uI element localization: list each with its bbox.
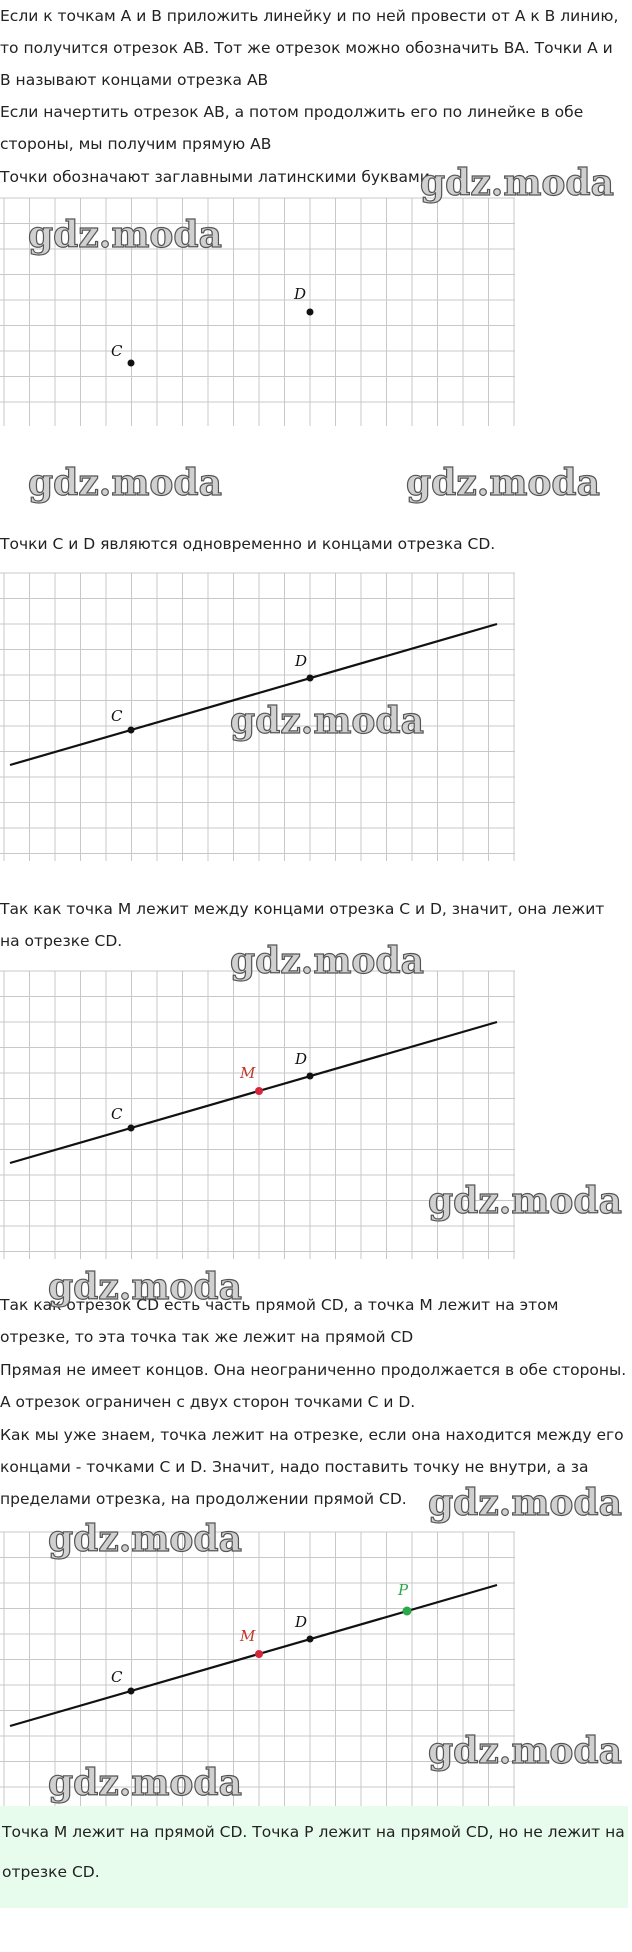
watermark: gdz.moda xyxy=(230,940,424,982)
label-d: D xyxy=(295,1050,308,1068)
watermark: gdz.moda xyxy=(428,1730,622,1772)
point-c xyxy=(128,727,135,734)
point-d xyxy=(307,675,314,682)
label-c: C xyxy=(111,342,123,360)
point-p xyxy=(403,1607,412,1616)
paragraph-line-no-ends: Прямая не имеет концов. Она неограниченно продолжается в обе стороны. А отрезок ограничен с двух сторон точками C и D. xyxy=(0,1361,627,1411)
watermark: gdz.moda xyxy=(28,462,222,504)
line-cd xyxy=(10,624,497,765)
conclusion-text: Точка M лежит на прямой CD. Точка P лежит на прямой CD, но не лежит на отрезке CD. xyxy=(2,1823,625,1881)
label-d: D xyxy=(295,652,308,670)
label-p: P xyxy=(398,1581,409,1599)
watermark: gdz.moda xyxy=(48,1518,242,1560)
point-c xyxy=(128,1688,135,1695)
label-d: D xyxy=(294,285,307,303)
paragraph-m-between: Так как точка M лежит между концами отрезка C и D, значит, она лежит на отрезке CD. xyxy=(0,900,605,950)
paragraph-points-notation: Точки обозначают заглавными латинскими буквами xyxy=(0,168,430,186)
paragraph-cd-endpoints: Точки C и D являются одновременно и концами отрезка CD. xyxy=(0,535,496,553)
label-d: D xyxy=(295,1613,308,1631)
paragraph-point-outside: Как мы уже знаем, точка лежит на отрезке, если она находится между его концами - точками C и D. Значит, надо поставить точку не внутри, а за пределами отрезка, на продолжении прямой CD. xyxy=(0,1426,624,1508)
watermark: gdz.moda xyxy=(406,462,600,504)
point-c xyxy=(128,360,135,367)
label-m: M xyxy=(240,1064,256,1082)
watermark: gdz.moda xyxy=(28,214,222,256)
paragraph-m-on-line: Так как отрезок CD есть часть прямой CD, а точка M лежит на этом отрезке, то эта точка так же лежит на прямой CD xyxy=(0,1296,559,1346)
point-d xyxy=(307,1073,314,1080)
watermark: gdz.moda xyxy=(230,700,424,742)
line-cd xyxy=(10,1022,497,1163)
label-m: M xyxy=(240,1627,256,1645)
point-d xyxy=(307,309,314,316)
label-c: C xyxy=(111,1105,123,1123)
label-c: C xyxy=(111,707,123,725)
conclusion-note xyxy=(0,1806,628,1908)
point-c xyxy=(128,1125,135,1132)
watermark: gdz.moda xyxy=(48,1762,242,1804)
point-m xyxy=(255,1087,263,1095)
watermark: gdz.moda xyxy=(428,1180,622,1222)
paragraph-line-definition: Если начертить отрезок AB, а потом продолжить его по линейке в обе стороны, мы получим прямую AB xyxy=(0,103,584,153)
label-c: C xyxy=(111,1668,123,1686)
watermark: gdz.moda xyxy=(428,1482,622,1524)
watermark: gdz.moda xyxy=(48,1266,242,1308)
point-m xyxy=(255,1650,263,1658)
point-d xyxy=(307,1636,314,1643)
line-cd xyxy=(10,1585,497,1726)
watermark: gdz.moda xyxy=(420,162,614,204)
paragraph-segment-definition: Если к точкам A и B приложить линейку и по ней провести от A к B линию, то получится отрезок AB. Тот же отрезок можно обозначить BA. Точки A и B называют концами отрезка AB xyxy=(0,7,619,89)
